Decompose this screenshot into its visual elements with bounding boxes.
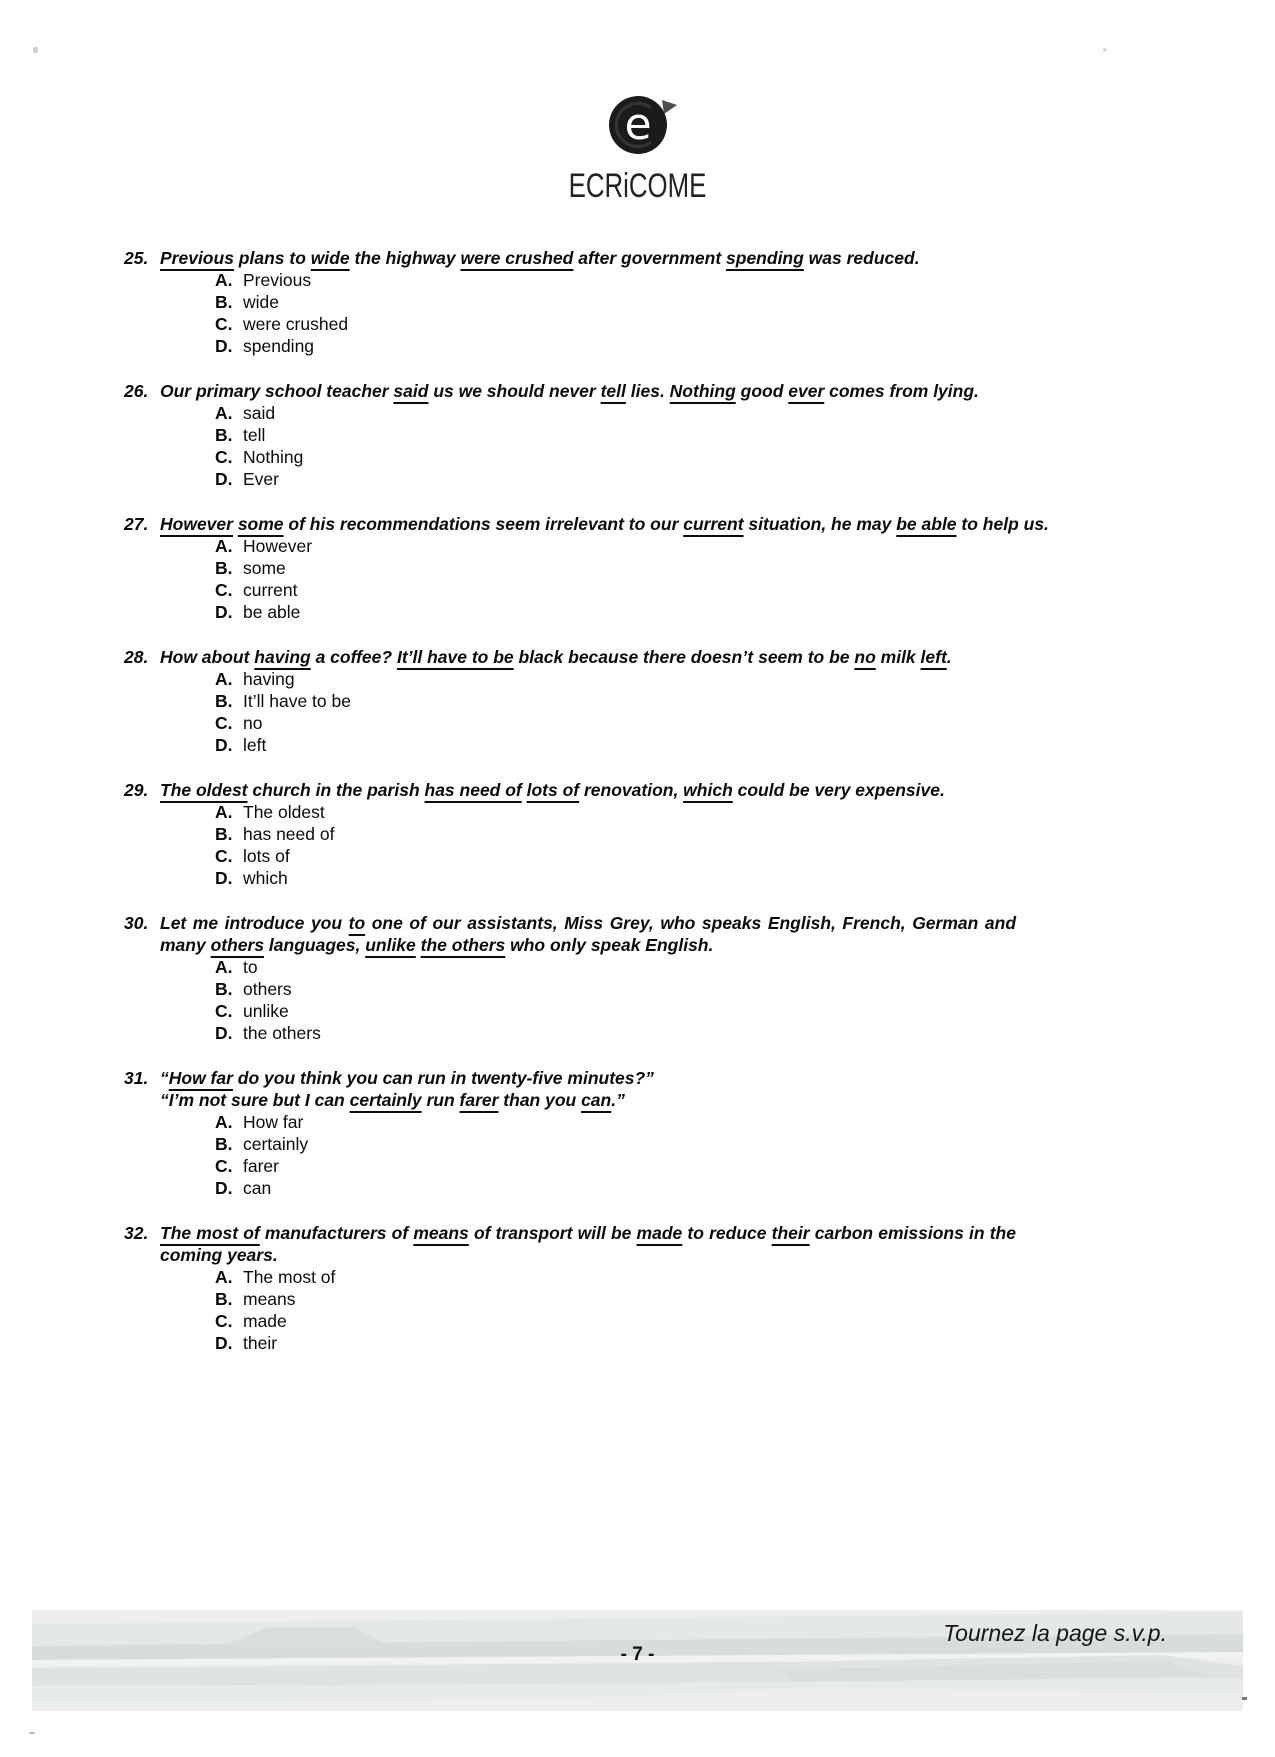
option-text: However — [243, 536, 313, 556]
option-letter: B. — [215, 1289, 233, 1309]
option-letter: D. — [215, 602, 233, 622]
scan-speck — [1242, 1697, 1247, 1700]
question-segment: to help us. — [956, 514, 1049, 534]
answer-option — [160, 956, 1016, 978]
answer-option — [160, 801, 1016, 823]
answer-option — [160, 1022, 1016, 1044]
answer-option — [160, 1310, 1016, 1332]
option-letter: C. — [215, 1311, 233, 1331]
question-text-continued — [160, 934, 1016, 956]
option-letter: B. — [215, 292, 233, 312]
question-32 — [124, 1222, 1016, 1354]
ecricome-logo-icon — [563, 94, 713, 158]
underlined-word: were crushed — [460, 248, 574, 268]
underlined-word: It’ll have to be — [396, 647, 514, 667]
option-text: has need of — [243, 824, 335, 844]
option-text: Nothing — [243, 447, 304, 467]
underlined-word: can — [581, 1090, 612, 1110]
question-segment: black because there doesn’t seem to be — [513, 647, 855, 667]
option-letter: C. — [215, 1156, 233, 1176]
option-text: current — [243, 580, 298, 600]
underlined-word: lots of — [526, 780, 580, 800]
option-text: said — [243, 403, 276, 423]
question-segment: a coffee? — [310, 647, 397, 667]
question-segment: “ — [160, 1068, 169, 1088]
option-text: others — [243, 979, 292, 999]
answer-option — [160, 867, 1016, 889]
question-text-continued — [160, 1244, 1016, 1266]
question-number: 30. — [124, 913, 149, 933]
question-segment: of transport will be — [468, 1223, 637, 1243]
question-segment: “I’m not sure but I can — [160, 1090, 350, 1110]
option-letter: A. — [215, 957, 233, 977]
question-segment: was reduced. — [803, 248, 920, 268]
answer-option — [160, 1288, 1016, 1310]
answer-option — [160, 823, 1016, 845]
option-letter: A. — [215, 270, 233, 290]
answer-option — [160, 335, 1016, 357]
underlined-word: some — [237, 514, 284, 534]
option-letter: D. — [215, 1178, 233, 1198]
answer-option — [160, 313, 1016, 335]
question-segment: Let me introduce you — [160, 913, 349, 933]
underlined-word: made — [636, 1223, 683, 1243]
question-29 — [124, 779, 1016, 889]
question-28 — [124, 646, 1016, 756]
question-segment: the highway — [349, 248, 461, 268]
question-text — [124, 779, 1016, 801]
underlined-word: has need of — [424, 780, 522, 800]
underlined-word: unlike — [365, 935, 416, 955]
option-text: made — [243, 1311, 287, 1331]
underlined-word: The most of — [160, 1223, 260, 1243]
question-segment: good — [735, 381, 789, 401]
option-text: certainly — [243, 1134, 309, 1154]
answer-option — [160, 978, 1016, 1000]
question-segment: do you think you can run in twenty-five minutes?” — [232, 1068, 654, 1088]
answer-option — [160, 579, 1016, 601]
option-text: farer — [243, 1156, 279, 1176]
option-text: no — [243, 713, 263, 733]
option-text: It’ll have to be — [243, 691, 351, 711]
option-letter: B. — [215, 558, 233, 578]
option-text: The most of — [243, 1267, 336, 1287]
question-list — [124, 247, 1049, 1377]
ecricome-wordmark: ECRiCOME — [568, 167, 707, 205]
underlined-word: means — [413, 1223, 469, 1243]
option-letter: C. — [215, 447, 233, 467]
answer-option — [160, 402, 1016, 424]
answer-option — [160, 468, 1016, 490]
underlined-word: ever — [788, 381, 825, 401]
question-27 — [124, 513, 1049, 623]
answer-option — [160, 1111, 1016, 1133]
question-segment: one of our assistants, Miss Grey, who speaks English, French, German and — [365, 913, 1017, 933]
option-text: were crushed — [243, 314, 349, 334]
question-31 — [124, 1067, 1016, 1199]
question-segment: comes from lying. — [824, 381, 979, 401]
question-segment: church in the parish — [247, 780, 425, 800]
question-segment: after government — [573, 248, 727, 268]
underlined-word: others — [210, 935, 265, 955]
question-segment: many — [160, 935, 211, 955]
underlined-word: wide — [310, 248, 350, 268]
underlined-word: having — [254, 647, 311, 667]
option-letter: A. — [215, 1112, 233, 1132]
underlined-word: certainly — [349, 1090, 422, 1110]
answer-option — [160, 291, 1016, 313]
question-segment: lies. — [625, 381, 670, 401]
svg-text:e: e — [623, 99, 652, 150]
underlined-word: which — [683, 780, 733, 800]
underlined-word: farer — [459, 1090, 499, 1110]
option-text: which — [243, 868, 288, 888]
scan-speck — [29, 1732, 35, 1734]
option-text: tell — [243, 425, 266, 445]
option-letter: D. — [215, 1333, 233, 1353]
option-text: Previous — [243, 270, 312, 290]
answer-option — [160, 1155, 1016, 1177]
question-segment: .” — [611, 1090, 625, 1110]
option-letter: C. — [215, 713, 233, 733]
question-segment: coming years. — [160, 1245, 278, 1265]
underlined-word: Nothing — [669, 381, 736, 401]
option-letter: A. — [215, 536, 233, 556]
question-number: 26. — [124, 381, 149, 401]
underlined-word: However — [160, 514, 233, 534]
question-segment: of his recommendations seem irrelevant to our — [283, 514, 684, 534]
option-letter: D. — [215, 336, 233, 356]
answer-option — [160, 446, 1016, 468]
question-segment: How about — [160, 647, 255, 667]
question-segment: manufacturers of — [259, 1223, 414, 1243]
underlined-word: How far — [168, 1068, 233, 1088]
underlined-word: current — [683, 514, 744, 534]
option-text: to — [243, 957, 258, 977]
question-number: 32. — [124, 1223, 149, 1243]
question-segment: renovation, — [579, 780, 684, 800]
option-text: wide — [243, 292, 279, 312]
answer-option — [160, 845, 1016, 867]
question-26 — [124, 380, 1016, 490]
option-letter: B. — [215, 979, 233, 999]
question-segment: situation, he may — [743, 514, 897, 534]
question-segment: milk — [875, 647, 921, 667]
answer-option — [160, 1000, 1016, 1022]
answer-option — [160, 668, 1016, 690]
option-letter: C. — [215, 314, 233, 334]
answer-option — [160, 734, 1016, 756]
option-text: lots of — [243, 846, 290, 866]
option-letter: C. — [215, 580, 233, 600]
question-segment: to reduce — [682, 1223, 772, 1243]
question-segment: languages, — [264, 935, 366, 955]
option-text: means — [243, 1289, 296, 1309]
question-text — [124, 646, 1016, 668]
question-segment: who only speak English. — [505, 935, 714, 955]
answer-option — [160, 712, 1016, 734]
option-letter: C. — [215, 846, 233, 866]
option-letter: C. — [215, 1001, 233, 1021]
page-number: - 7 - — [620, 1644, 655, 1665]
option-text: can — [243, 1178, 272, 1198]
underlined-word: no — [854, 647, 876, 667]
question-text — [124, 380, 1016, 402]
option-letter: B. — [215, 1134, 233, 1154]
question-text — [124, 1222, 1016, 1244]
option-letter: D. — [215, 469, 233, 489]
answer-option — [160, 424, 1016, 446]
underlined-word: Previous — [160, 248, 234, 268]
underlined-word: spending — [726, 248, 804, 268]
underlined-word: the others — [420, 935, 506, 955]
answer-option — [160, 269, 1016, 291]
question-segment: us we should never — [428, 381, 601, 401]
underlined-word: The oldest — [160, 780, 248, 800]
answer-option — [160, 557, 1016, 579]
scan-speck — [33, 47, 38, 53]
scan-speck — [1103, 48, 1107, 52]
option-letter: B. — [215, 691, 233, 711]
option-letter: D. — [215, 1023, 233, 1043]
question-25 — [124, 247, 1016, 357]
option-text: Ever — [243, 469, 279, 489]
question-segment: carbon emissions in the — [809, 1223, 1016, 1243]
option-text: be able — [243, 602, 301, 622]
question-number: 27. — [124, 514, 149, 534]
answer-option — [160, 535, 1016, 557]
question-segment: run — [421, 1090, 460, 1110]
option-text: The oldest — [243, 802, 325, 822]
question-segment: could be very expensive. — [732, 780, 945, 800]
answer-option — [160, 1332, 1016, 1354]
answer-option — [160, 1177, 1016, 1199]
question-segment: plans to — [233, 248, 311, 268]
option-letter: B. — [215, 824, 233, 844]
underlined-word: tell — [600, 381, 626, 401]
answer-option — [160, 1133, 1016, 1155]
question-text — [124, 247, 1016, 269]
ecricome-logo — [0, 94, 1275, 206]
option-letter: D. — [215, 735, 233, 755]
question-number: 31. — [124, 1068, 149, 1088]
option-text: some — [243, 558, 286, 578]
question-30 — [124, 912, 1017, 1044]
option-text: unlike — [243, 1001, 289, 1021]
turn-page-note: Tournez la page s.v.p. — [943, 1620, 1167, 1646]
question-number: 25. — [124, 248, 149, 268]
question-text-continued — [160, 1089, 1016, 1111]
question-segment: than you — [498, 1090, 582, 1110]
answer-option — [160, 690, 1016, 712]
underlined-word: left — [920, 647, 947, 667]
option-letter: A. — [215, 1267, 233, 1287]
option-letter: D. — [215, 868, 233, 888]
underlined-word: be able — [896, 514, 957, 534]
option-text: the others — [243, 1023, 321, 1043]
option-text: How far — [243, 1112, 304, 1132]
option-letter: A. — [215, 669, 233, 689]
underlined-word: their — [771, 1223, 810, 1243]
question-number: 28. — [124, 647, 149, 667]
question-segment: . — [946, 647, 952, 667]
option-text: spending — [243, 336, 315, 356]
answer-option — [160, 1266, 1016, 1288]
question-segment: Our primary school teacher — [160, 381, 394, 401]
option-letter: A. — [215, 802, 233, 822]
question-number: 29. — [124, 780, 149, 800]
question-text — [124, 513, 1049, 535]
option-text: having — [243, 669, 295, 689]
question-text — [124, 912, 1017, 934]
answer-option — [160, 601, 1016, 623]
option-text: their — [243, 1333, 278, 1353]
option-text: left — [243, 735, 267, 755]
underlined-word: to — [348, 913, 366, 933]
question-text — [124, 1067, 1016, 1089]
option-letter: A. — [215, 403, 233, 423]
option-letter: B. — [215, 425, 233, 445]
underlined-word: said — [393, 381, 429, 401]
